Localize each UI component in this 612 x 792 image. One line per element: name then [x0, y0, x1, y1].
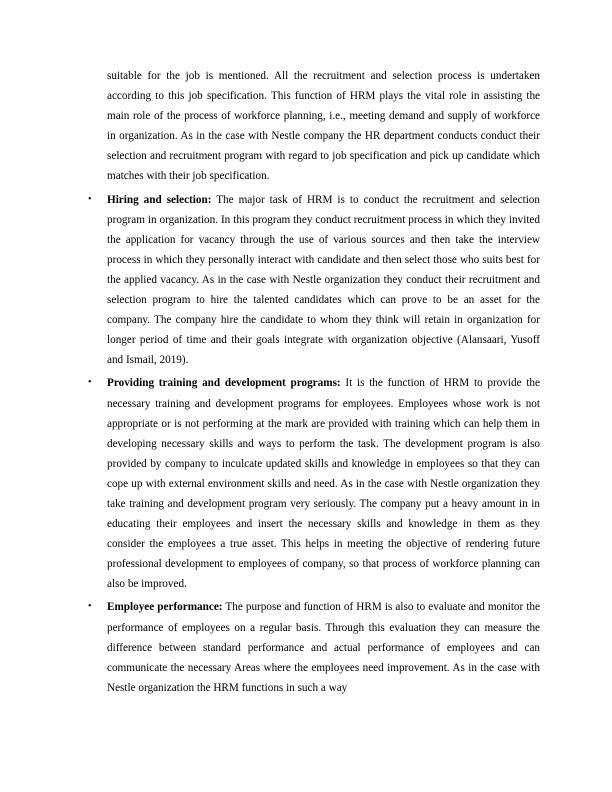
bullet-item-hiring-and-selection — [88, 190, 540, 371]
bullet-term: Providing training and development programs: — [107, 377, 341, 390]
bullet-term: Hiring and selection: — [107, 193, 212, 206]
bullet-item-training-and-development — [88, 373, 540, 594]
bullet-icon: • — [88, 601, 92, 613]
bullet-paragraph — [107, 190, 540, 371]
bullet-text: The purpose and function of HRM is also to evaluate and monitor the performance of employees on a regular basis. Through this evaluation they can measure the difference between standard performance and actual performance of employees and can communicate the necessary Areas where the employees need improvement. As in the case with Nestle organization the HRM functions in such a way — [107, 601, 540, 694]
bullet-item-employee-performance — [88, 597, 540, 697]
bullet-term: Employee performance: — [107, 601, 223, 614]
bullet-icon: • — [88, 377, 92, 389]
bullet-icon: • — [88, 193, 92, 205]
bullet-paragraph — [107, 373, 540, 594]
bullet-paragraph — [107, 597, 540, 697]
document-body — [88, 66, 540, 698]
bullet-text: The major task of HRM is to conduct the recruitment and selection program in organization. In this program they conduct recruitment process in which they invited the application for vacancy through the use of various sources and then take the interview process in which they personally interact with candidate and then select those who suits best for the applied vacancy. As in the case with Nestle organization they conduct their recruitment and selection program to hire the talented candidates which can prove to be an asset for the company. The company hire the candidate to whom they think will retain in organization for longer period of time and their goals integrate with organization objective (Alansaari, Yusoff and Ismail, 2019). — [107, 193, 540, 367]
intro-paragraph: suitable for the job is mentioned. All the recruitment and selection process is undertaken according to this job specification. This function of HRM plays the vital role in assisting the main role of the process of workforce planning, i.e., meeting demand and supply of workforce in organization. As in the case with Nestle company the HR department conducts conduct their selection and recruitment program with regard to job specification and pick up candidate which matches with their job specification. — [107, 70, 540, 183]
bullet-text: It is the function of HRM to provide the necessary training and development programs for employees. Employees whose work is not appropriate or is not performing at the mark are provided with training which can help them in developing necessary skills and ways to perform the task. The development program is also provided by company to inculcate updated skills and knowledge in employees so that they can cope up with external environment skills and need. As in the case with Nestle organization they take training and development program very seriously. The company put a heavy amount in in educating their employees and insert the necessary skills and knowledge in them as they consider the employees a true asset. This helps in meeting the objective of rendering future professional development to employees of company, so that process of workforce planning can also be improved. — [107, 377, 540, 591]
